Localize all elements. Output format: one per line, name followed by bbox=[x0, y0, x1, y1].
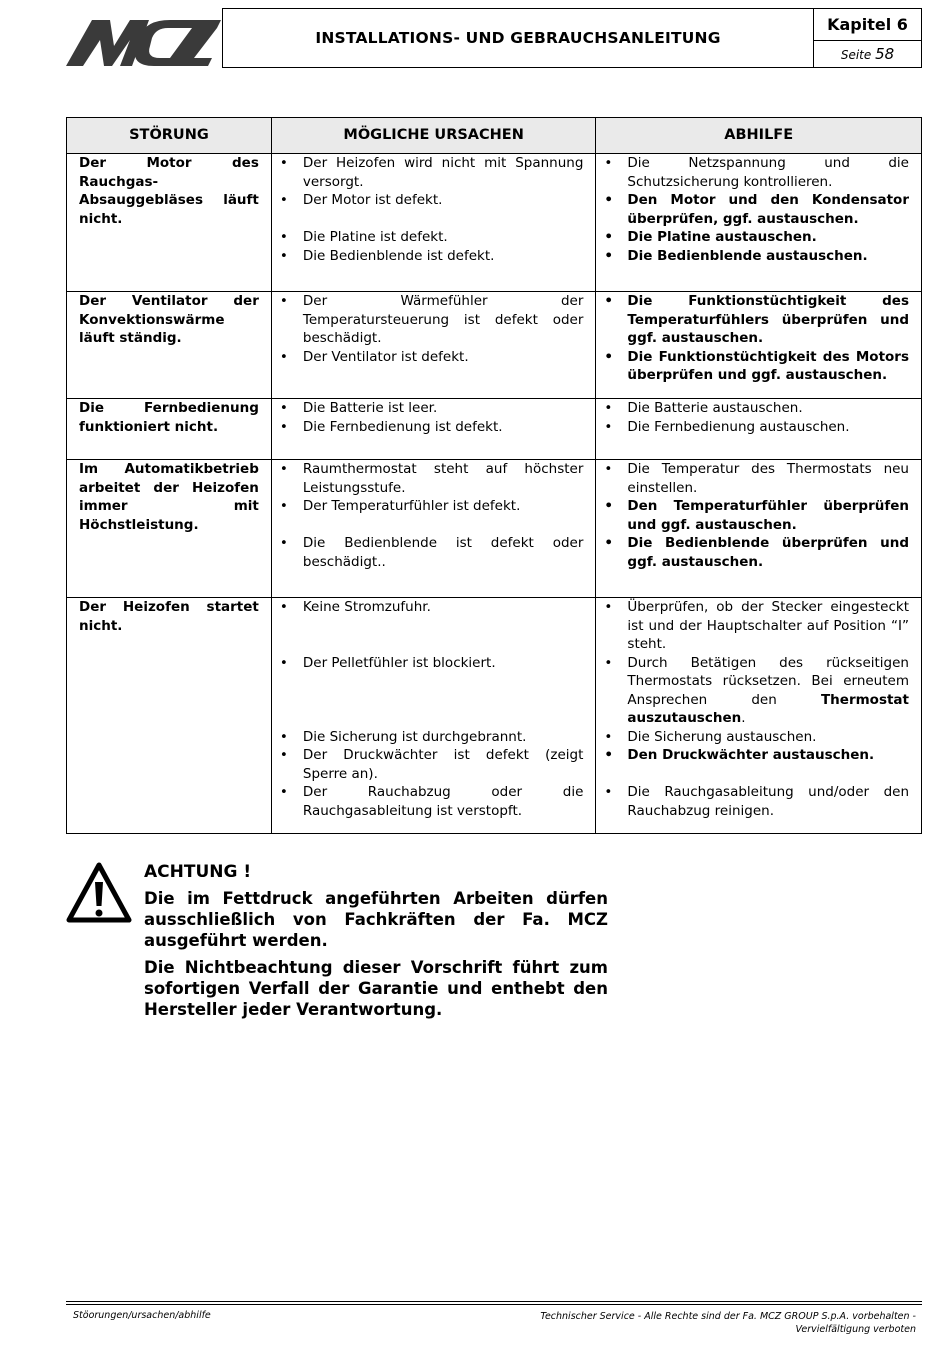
page-header bbox=[66, 8, 922, 68]
remedies-list bbox=[596, 460, 921, 571]
list-item: • Die Bedienblende austauschen. bbox=[602, 247, 909, 266]
table-row bbox=[67, 460, 922, 598]
page-indicator bbox=[814, 41, 921, 63]
list-item: • Überprüfen, ob der Stecker eingesteckt ist und der Hauptschalter auf Position “I” steht. bbox=[602, 598, 909, 654]
remedies-list bbox=[596, 292, 921, 385]
list-item: • Den Temperaturfühler überprüfen und ggf. austauschen. bbox=[602, 497, 909, 534]
page-number: 58 bbox=[875, 45, 895, 63]
page-label: Seite bbox=[840, 48, 872, 62]
list-item: • Der Ventilator ist defekt. bbox=[278, 348, 584, 367]
list-item: • Die Sicherung austauschen. bbox=[602, 728, 909, 747]
list-item: • Raumthermostat steht auf höchster Leistungsstufe. bbox=[278, 460, 584, 497]
remedies-list bbox=[596, 154, 921, 265]
causes-list bbox=[272, 460, 596, 571]
list-item: • Die Fernbedienung ist defekt. bbox=[278, 418, 584, 437]
warning-triangle-icon bbox=[66, 862, 132, 924]
table-row bbox=[67, 292, 922, 399]
fault-cell: Im Automatikbetrieb arbeitet der Heizofen immer mit Höchstleistung. bbox=[79, 461, 259, 533]
list-item: • Die Sicherung ist durchgebrannt. bbox=[278, 728, 584, 747]
causes-list bbox=[272, 399, 596, 436]
list-item: • Den Druckwächter austauschen. bbox=[602, 746, 909, 765]
table-row bbox=[67, 154, 922, 292]
mcz-logo bbox=[66, 14, 221, 70]
list-item: • Die Bedienblende ist defekt oder beschädigt.. bbox=[278, 534, 584, 571]
list-item: • Die Netzspannung und die Schutzsicherung kontrollieren. bbox=[602, 154, 909, 191]
warning-paragraph: Die im Fettdruck angeführten Arbeiten dürfen ausschließlich von Fachkräften der Fa. MCZ ausgeführt werden. bbox=[144, 889, 608, 950]
list-item: • Die Fernbedienung austauschen. bbox=[602, 418, 909, 437]
fault-cell: Der Motor des Rauchgas-Absauggebläses läuft nicht. bbox=[79, 155, 259, 227]
list-item: • Die Funktionstüchtigkeit des Motors überprüfen und ggf. austauschen. bbox=[602, 348, 909, 385]
footer-divider bbox=[66, 1304, 922, 1305]
list-item: • Die Platine austauschen. bbox=[602, 228, 909, 247]
list-item: • Der Druckwächter ist defekt (zeigt Sperre an). bbox=[278, 746, 584, 783]
column-header-remedy: ABHILFE bbox=[596, 118, 922, 154]
list-item: • Die Batterie austauschen. bbox=[602, 399, 909, 418]
document-title: INSTALLATIONS- UND GEBRAUCHSANLEITUNG bbox=[222, 8, 814, 68]
chapter-label: Kapitel 6 bbox=[814, 9, 921, 41]
list-item: • Die Bedienblende überprüfen und ggf. austauschen. bbox=[602, 534, 909, 571]
table-header-row bbox=[67, 118, 922, 154]
warning-text bbox=[144, 862, 608, 1026]
remedies-list bbox=[596, 598, 921, 820]
list-item: • Die Funktionstüchtigkeit des Temperaturfühlers überprüfen und ggf. austauschen. bbox=[602, 292, 909, 348]
column-header-fault: STÖRUNG bbox=[67, 118, 272, 154]
list-item: • Keine Stromzufuhr. bbox=[278, 598, 584, 617]
table-row bbox=[67, 399, 922, 460]
causes-list bbox=[272, 598, 596, 820]
list-item: • Der Temperaturfühler ist defekt. bbox=[278, 497, 584, 516]
footer-section-name: Stöorungen/ursachen/abhilfe bbox=[73, 1310, 211, 1321]
list-item: • Der Wärmefühler der Temperatursteuerung ist defekt oder beschädigt. bbox=[278, 292, 584, 348]
list-item: • Der Rauchabzug oder die Rauchgasableitung ist verstopft. bbox=[278, 783, 584, 820]
footer-copyright: Technischer Service - Alle Rechte sind der Fa. MCZ GROUP S.p.A. vorbehalten - Vervielfältigung verboten bbox=[540, 1311, 916, 1335]
list-item: • Der Motor ist defekt. bbox=[278, 191, 584, 210]
list-item: • Der Heizofen wird nicht mit Spannung versorgt. bbox=[278, 154, 584, 191]
causes-list bbox=[272, 292, 596, 366]
fault-cell: Der Ventilator der Konvektionswärme läuft ständig. bbox=[79, 293, 259, 346]
list-item: • Die Batterie ist leer. bbox=[278, 399, 584, 418]
table-row bbox=[67, 598, 922, 834]
causes-list bbox=[272, 154, 596, 265]
warning-paragraph: Die Nichtbeachtung dieser Vorschrift führt zum sofortigen Verfall der Garantie und enthebt den Hersteller jeder Verantwortung. bbox=[144, 958, 608, 1019]
footer-divider bbox=[66, 1301, 922, 1302]
chapter-box bbox=[813, 8, 922, 68]
warning-heading: ACHTUNG ! bbox=[144, 862, 252, 882]
fault-cell: Der Heizofen startet nicht. bbox=[79, 599, 259, 634]
list-item: • Die Platine ist defekt. bbox=[278, 228, 584, 247]
list-item: • Die Rauchgasableitung und/oder den Rauchabzug reinigen. bbox=[602, 783, 909, 820]
list-item: • Der Pelletfühler ist blockiert. bbox=[278, 654, 584, 673]
list-item: • Den Motor und den Kondensator überprüfen, ggf. austauschen. bbox=[602, 191, 909, 228]
remedies-list bbox=[596, 399, 921, 436]
column-header-causes: MÖGLICHE URSACHEN bbox=[271, 118, 596, 154]
fault-cell: Die Fernbedienung funktioniert nicht. bbox=[79, 400, 259, 435]
troubleshooting-table bbox=[66, 117, 922, 834]
list-item: • Durch Betätigen des rückseitigen Thermostats rücksetzen. Bei erneutem Ansprechen den Thermostat auszutauschen. bbox=[602, 654, 909, 728]
list-item: • Die Bedienblende ist defekt. bbox=[278, 247, 584, 266]
list-item: • Die Temperatur des Thermostats neu einstellen. bbox=[602, 460, 909, 497]
